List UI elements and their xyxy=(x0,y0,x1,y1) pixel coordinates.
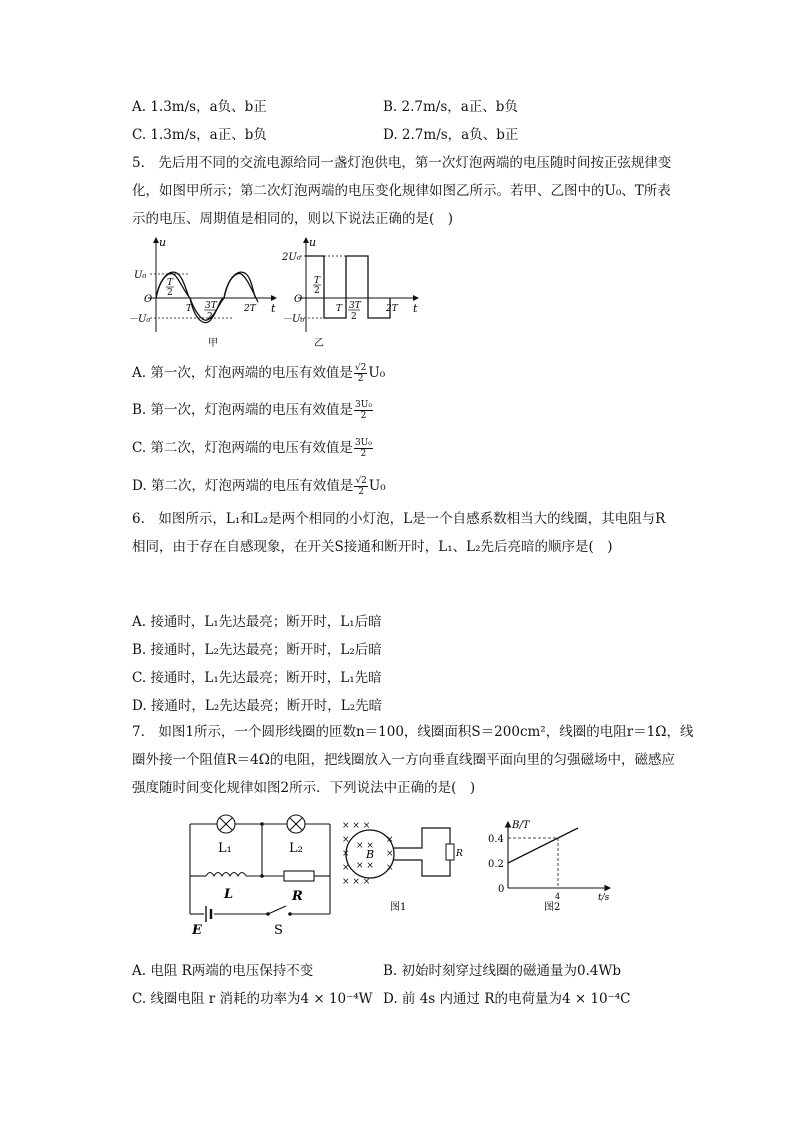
q5-yi-t-period: T xyxy=(336,304,343,314)
q5-yi-t-3half-den: 2 xyxy=(351,312,357,322)
q5-option-c xyxy=(132,438,374,459)
q5-yi-t-2period: 2T xyxy=(386,304,398,314)
q7-stem-line3: 强度随时间变化规律如图2所示．下列说法中正确的是( ) xyxy=(132,780,476,796)
q5-yi-t-3half-num: 3T xyxy=(349,301,361,311)
q5-yi-axis-u: u xyxy=(309,236,317,249)
q5-jia-t-half-num: T xyxy=(167,278,174,288)
q5-option-a-text: A. 第一次，灯泡两端的电压有效值是 xyxy=(132,365,353,381)
q4-option-b: B. 2.7m/s，a正、b负 xyxy=(383,99,518,115)
svg-text:× × ×: × × × xyxy=(342,821,371,831)
q5-jia-t-period: T xyxy=(186,304,193,314)
q5-yi-caption: 乙 xyxy=(314,338,324,349)
q5-jia-t-2period: 2T xyxy=(244,304,256,314)
q5-option-b-fraction xyxy=(354,400,373,421)
q7-fig2-xlabel: t/s xyxy=(598,893,610,903)
q5-option-b-denominator: 2 xyxy=(360,411,367,421)
svg-text:×: × xyxy=(386,835,394,845)
q4-option-c: C. 1.3m/s，a正、b负 xyxy=(132,127,267,143)
q7-fig2-tick-04: 0.4 xyxy=(488,834,504,845)
svg-text:×: × xyxy=(386,849,394,859)
q5-yi-origin: O xyxy=(294,294,303,305)
svg-text:× ×: × × xyxy=(356,861,374,871)
q6-option-d: D. 接通时，L₂先达最亮；断开时，L₂先暗 xyxy=(132,698,383,714)
q5-stem-line3: 示的电压、周期值是相同的，则以下说法正确的是( ) xyxy=(132,211,454,227)
q5-option-a-numerator: √2 xyxy=(354,363,367,373)
q7-fig2-ylabel: B/T xyxy=(512,820,530,831)
q5-jia-t-3half-den: 2 xyxy=(207,312,213,322)
q6-option-a: A. 接通时，L₁先达最亮；断开时，L₁后暗 xyxy=(132,614,382,630)
q5-option-a-unit: U₀ xyxy=(368,365,386,381)
q5-option-d-numerator: √2 xyxy=(355,476,367,486)
q5-yi-two-u0: 2U₀ xyxy=(282,252,301,263)
q7-fig2-tick-4: 4 xyxy=(555,892,561,901)
q6-circuit-diagram xyxy=(186,810,336,938)
q5-figure-yi xyxy=(282,232,422,350)
q5-option-c-fraction xyxy=(354,438,373,459)
q5-option-d-denominator: 2 xyxy=(358,487,365,497)
q6-label-l2: L₂ xyxy=(289,841,303,856)
q7-stem-line2: 圈外接一个阻值R＝4Ω的电阻，把线圈放入一方向垂直线圈平面向里的匀强磁场中，磁感应 xyxy=(132,752,675,768)
q5-jia-axis-t: t xyxy=(271,302,276,315)
q7-fig2-caption: 图2 xyxy=(544,902,561,913)
q7-fig1-label-b: B xyxy=(366,848,375,861)
q5-option-c-text: C. 第二次，灯泡两端的电压有效值是 xyxy=(132,440,353,456)
q5-option-c-numerator: 3U₀ xyxy=(354,438,372,448)
q6-label-inductor: L xyxy=(224,887,234,902)
q5-option-c-denominator: 2 xyxy=(360,449,367,459)
q5-option-a-fraction xyxy=(354,363,367,384)
q5-option-b-text: B. 第一次，灯泡两端的电压有效值是 xyxy=(132,402,354,418)
q7-figure-1 xyxy=(338,818,468,918)
q6-label-resistor: R xyxy=(292,889,303,904)
q5-figure-jia xyxy=(128,232,280,350)
svg-text:×: × xyxy=(342,849,350,859)
q7-fig1-label-r: R xyxy=(456,849,463,859)
q5-option-d xyxy=(132,476,386,497)
q5-option-b-numerator: 3U₀ xyxy=(355,400,372,410)
q6-stem-line2: 相同，由于存在自感现象，在开关S接通和断开时，L₁、L₂先后亮暗的顺序是( ) xyxy=(132,539,613,555)
q7-fig1-caption: 图1 xyxy=(390,902,407,913)
q6-label-battery: E xyxy=(192,923,202,938)
q6-option-c: C. 接通时，L₁先达最亮；断开时，L₁先暗 xyxy=(132,670,382,686)
q7-stem-line1: 7. 如图1所示，一个圆形线圈的匝数n＝100，线圈面积S＝200cm²，线圈的电阻r＝1Ω，线 xyxy=(132,724,694,740)
q4-option-d: D. 2.7m/s，a负、b正 xyxy=(383,127,519,143)
q5-jia-origin: O xyxy=(144,294,153,305)
q5-jia-u0: U₀ xyxy=(134,270,147,281)
q5-jia-caption: 甲 xyxy=(208,338,218,349)
svg-text:× × ×: × × × xyxy=(342,877,371,887)
q4-option-a: A. 1.3m/s，a负、b正 xyxy=(132,99,267,115)
q5-yi-t-half-num: T xyxy=(314,276,321,286)
q7-figure-2 xyxy=(482,818,618,918)
q5-jia-t-3half-num: 3T xyxy=(205,301,217,311)
q5-option-a-denominator: 2 xyxy=(357,374,364,384)
q7-option-c: C. 线圈电阻 r 消耗的功率为4 × 10⁻⁴W xyxy=(132,991,373,1007)
q5-option-d-unit: U₀ xyxy=(368,478,386,494)
q5-stem-line2: 化，如图甲所示；第二次灯泡两端的电压变化规律如图乙所示。若甲、乙图中的U₀、T所表 xyxy=(132,183,671,199)
svg-text:×: × xyxy=(342,863,350,873)
q5-jia-neg-u0: －U₀ xyxy=(128,314,151,325)
q7-fig2-tick-02: 0.2 xyxy=(488,859,504,870)
q5-option-b xyxy=(132,400,374,421)
q5-yi-axis-t: t xyxy=(413,302,418,315)
q5-option-a xyxy=(132,363,385,384)
svg-text:×: × xyxy=(386,863,394,873)
q5-stem-line1: 5. 先后用不同的交流电源给同一盏灯泡供电，第一次灯泡两端的电压随时间按正弦规律变 xyxy=(132,155,672,171)
q5-jia-t-half-den: 2 xyxy=(167,288,173,298)
svg-text:× ×: × × xyxy=(356,841,374,851)
q6-label-l1: L₁ xyxy=(218,841,232,856)
q6-stem-line1: 6. 如图所示，L₁和L₂是两个相同的小灯泡，L是一个自感系数相当大的线圈，其电阻与R xyxy=(132,511,666,527)
q7-option-d: D. 前 4s 内通过 R的电荷量为4 × 10⁻⁴C xyxy=(383,991,631,1007)
q7-option-b: B. 初始时刻穿过线圈的磁通量为0.4Wb xyxy=(383,963,621,979)
q7-fig2-origin: 0 xyxy=(498,884,505,895)
q7-option-a: A. 电阻 R两端的电压保持不变 xyxy=(132,963,314,979)
q5-jia-axis-u: u xyxy=(159,236,167,249)
svg-text:×: × xyxy=(342,835,350,845)
q6-option-b: B. 接通时，L₂先达最亮；断开时，L₂后暗 xyxy=(132,642,382,658)
q5-option-d-fraction xyxy=(354,476,367,497)
q5-yi-t-half-den: 2 xyxy=(314,286,320,296)
q6-label-switch: S xyxy=(274,923,283,938)
q5-option-d-text: D. 第二次，灯泡两端的电压有效值是 xyxy=(132,478,354,494)
q5-yi-neg-u0: －U₀ xyxy=(282,314,305,325)
